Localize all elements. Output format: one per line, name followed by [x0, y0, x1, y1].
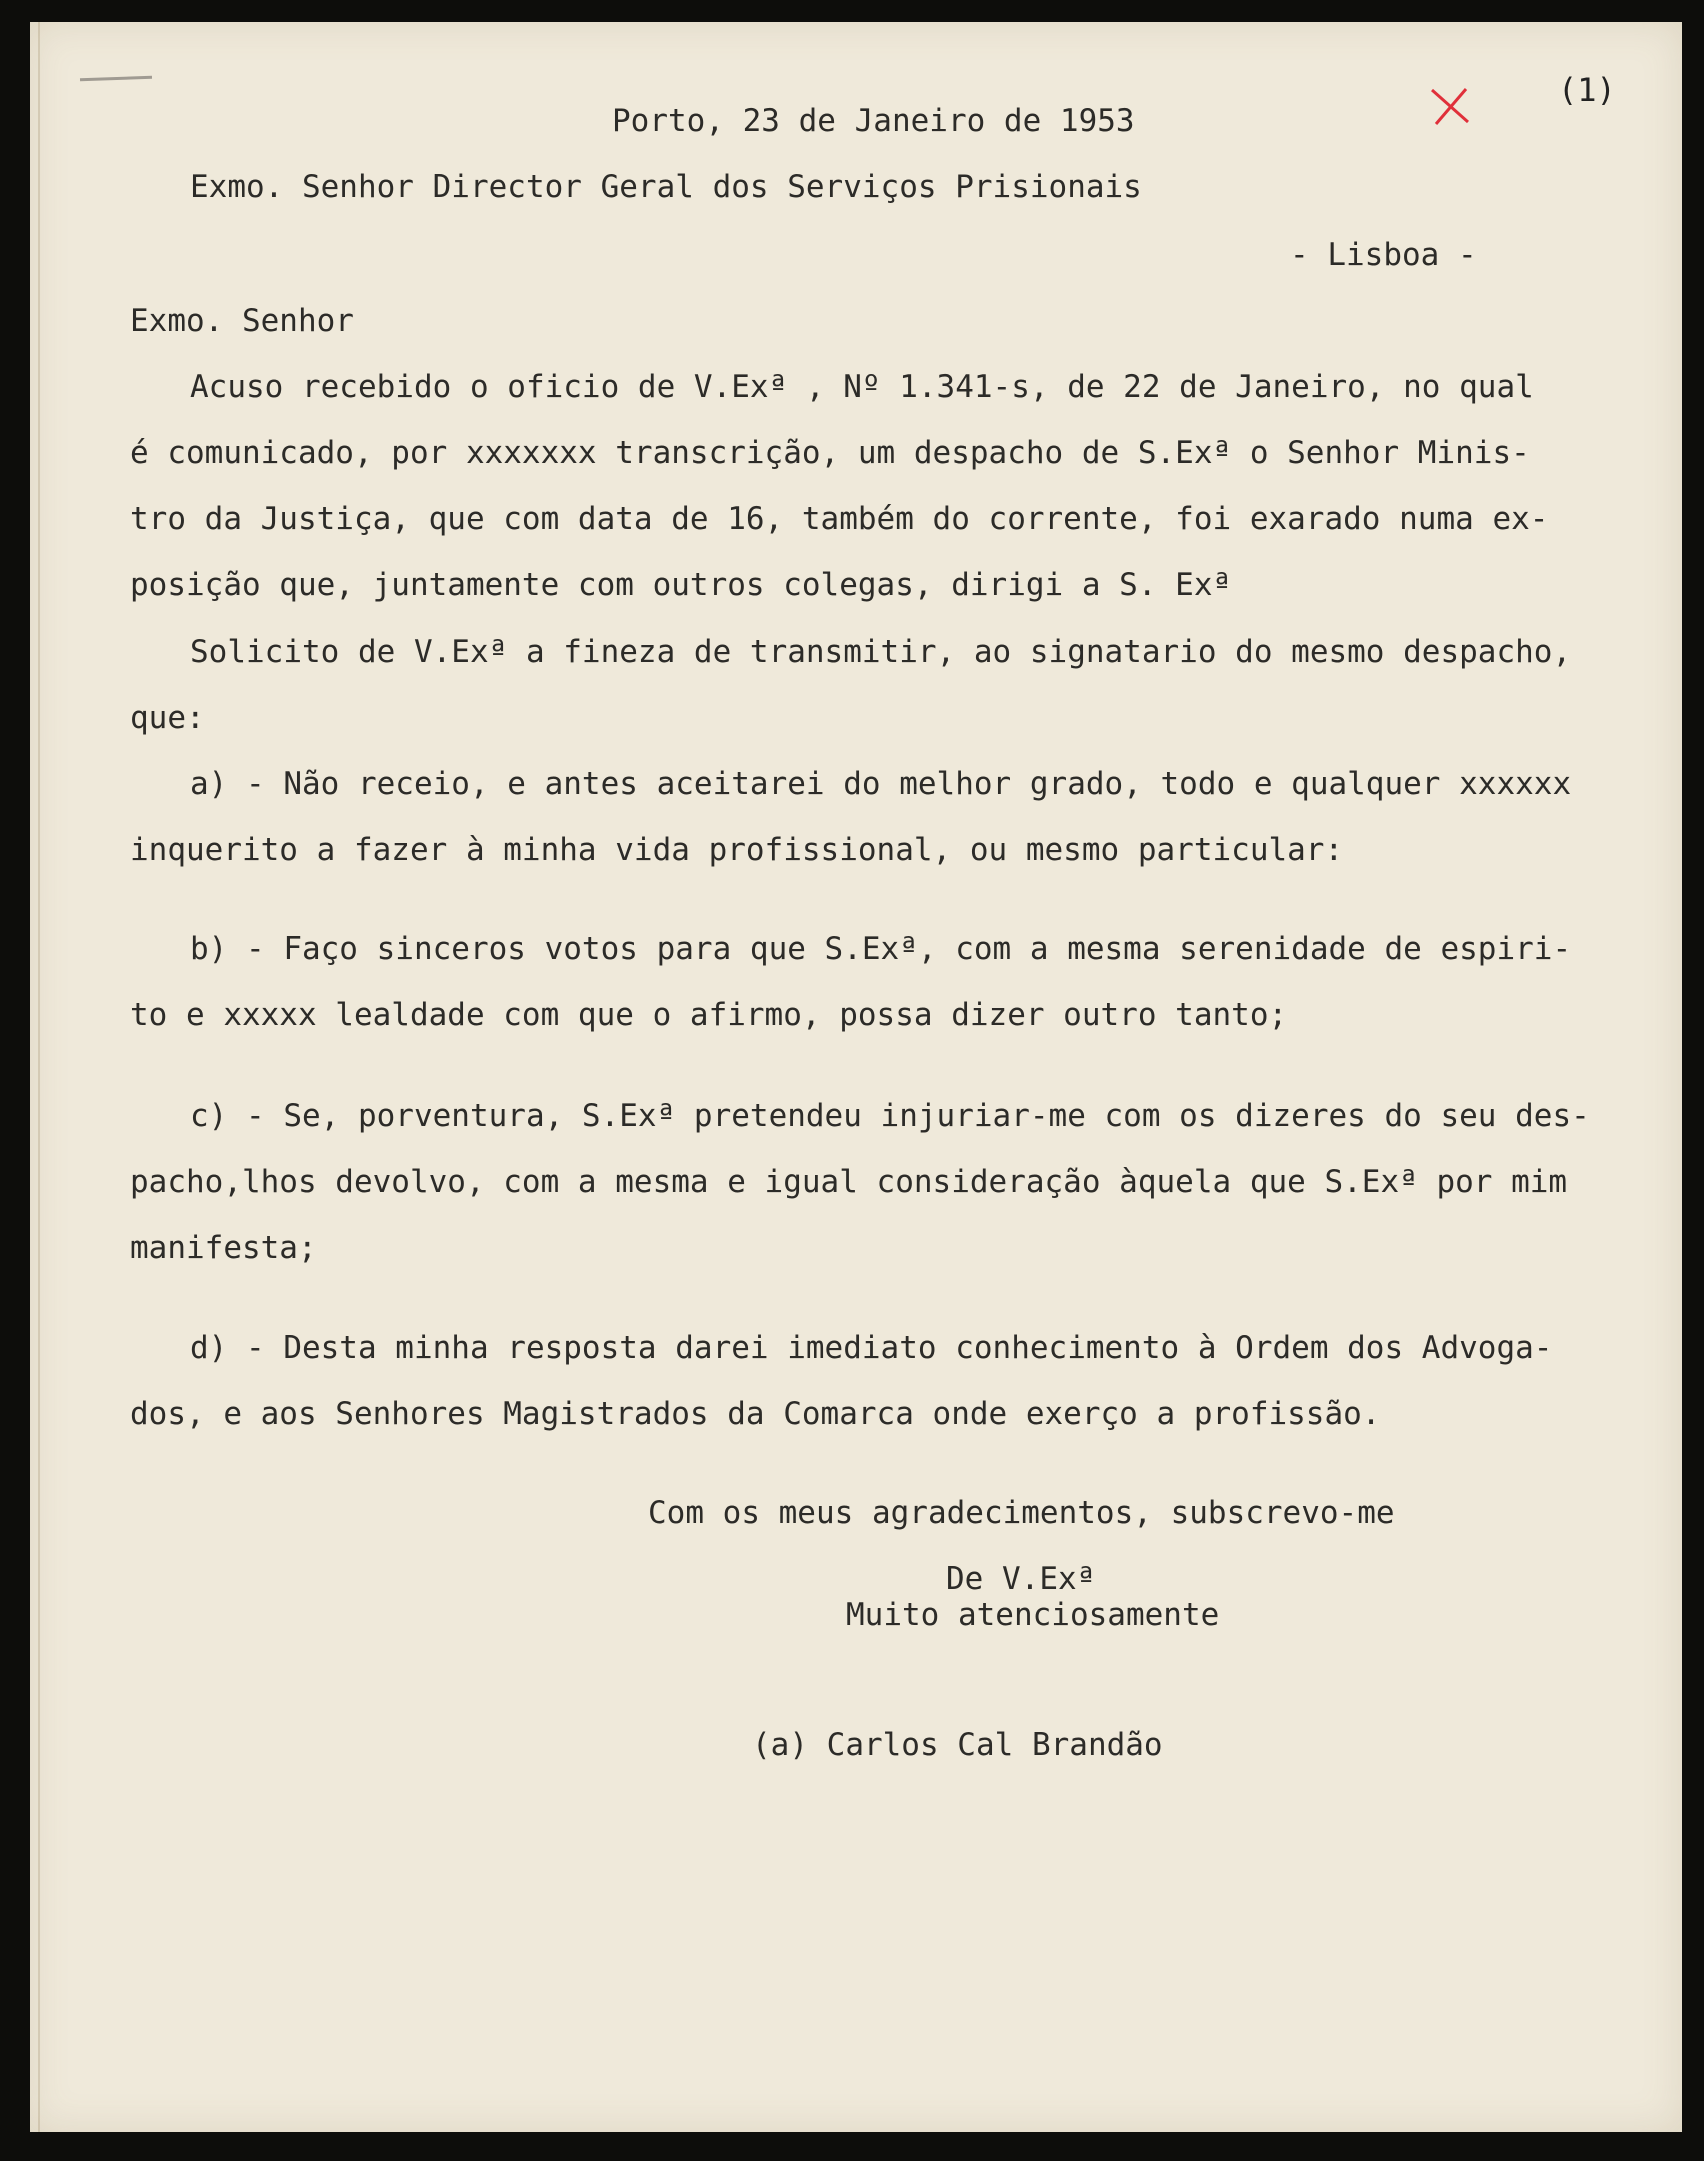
p1-line-4: posição que, juntamente com outros colegas, dirigi a S. Exª	[130, 567, 1232, 603]
item-b-line-2: to e xxxxx lealdade com que o afirmo, possa dizer outro tanto;	[130, 997, 1288, 1033]
date-line: Porto, 23 de Janeiro de 1953	[612, 103, 1135, 139]
p1-line-3: tro da Justiça, que com data de 16, também do corrente, foi exarado numa ex-	[130, 501, 1549, 537]
item-a-line-1: a) - Não receio, e antes aceitarei do melhor grado, todo e qualquer xxxxxx	[190, 766, 1572, 802]
closing-line: Com os meus agradecimentos, subscrevo-me	[648, 1495, 1395, 1531]
item-c-line-2: pacho,lhos devolvo, com a mesma e igual consideração àquela que S.Exª por mim	[130, 1164, 1568, 1200]
item-d-line-2: dos, e aos Senhores Magistrados da Comarca onde exerço a profissão.	[130, 1396, 1381, 1432]
p1-line-2: é comunicado, por xxxxxxx transcrição, um despacho de S.Exª o Senhor Minis-	[130, 435, 1530, 471]
closing-de-vexa: De V.Exª	[946, 1561, 1096, 1597]
item-b-line-1: b) - Faço sinceros votos para que S.Exª, com a mesma serenidade de espiri-	[190, 931, 1572, 967]
item-d-line-1: d) - Desta minha resposta darei imediato conhecimento à Ordem dos Advoga-	[190, 1330, 1553, 1366]
red-x-mark-icon	[1428, 84, 1472, 128]
addressee-line: Exmo. Senhor Director Geral dos Serviços Prisionais	[190, 169, 1142, 205]
item-c-line-1: c) - Se, porventura, S.Exª pretendeu injuriar-me com os dizeres do seu des-	[190, 1098, 1590, 1134]
p1-line-1: Acuso recebido o oficio de V.Exª , Nº 1.341-s, de 22 de Janeiro, no qual	[190, 369, 1534, 405]
salutation: Exmo. Senhor	[130, 303, 354, 339]
p2-line-1: Solicito de V.Exª a fineza de transmitir, ao signatario do mesmo despacho,	[190, 634, 1572, 670]
closing-atenciosamente: Muito atenciosamente	[846, 1597, 1220, 1633]
page-number: (1)	[1558, 71, 1616, 109]
addressee-city: - Lisboa -	[1290, 237, 1477, 273]
p2-line-2: que:	[130, 700, 205, 736]
signature: (a) Carlos Cal Brandão	[752, 1727, 1163, 1763]
item-a-line-2: inquerito a fazer à minha vida profissional, ou mesmo particular:	[130, 832, 1344, 868]
item-c-line-3: manifesta;	[130, 1230, 317, 1266]
